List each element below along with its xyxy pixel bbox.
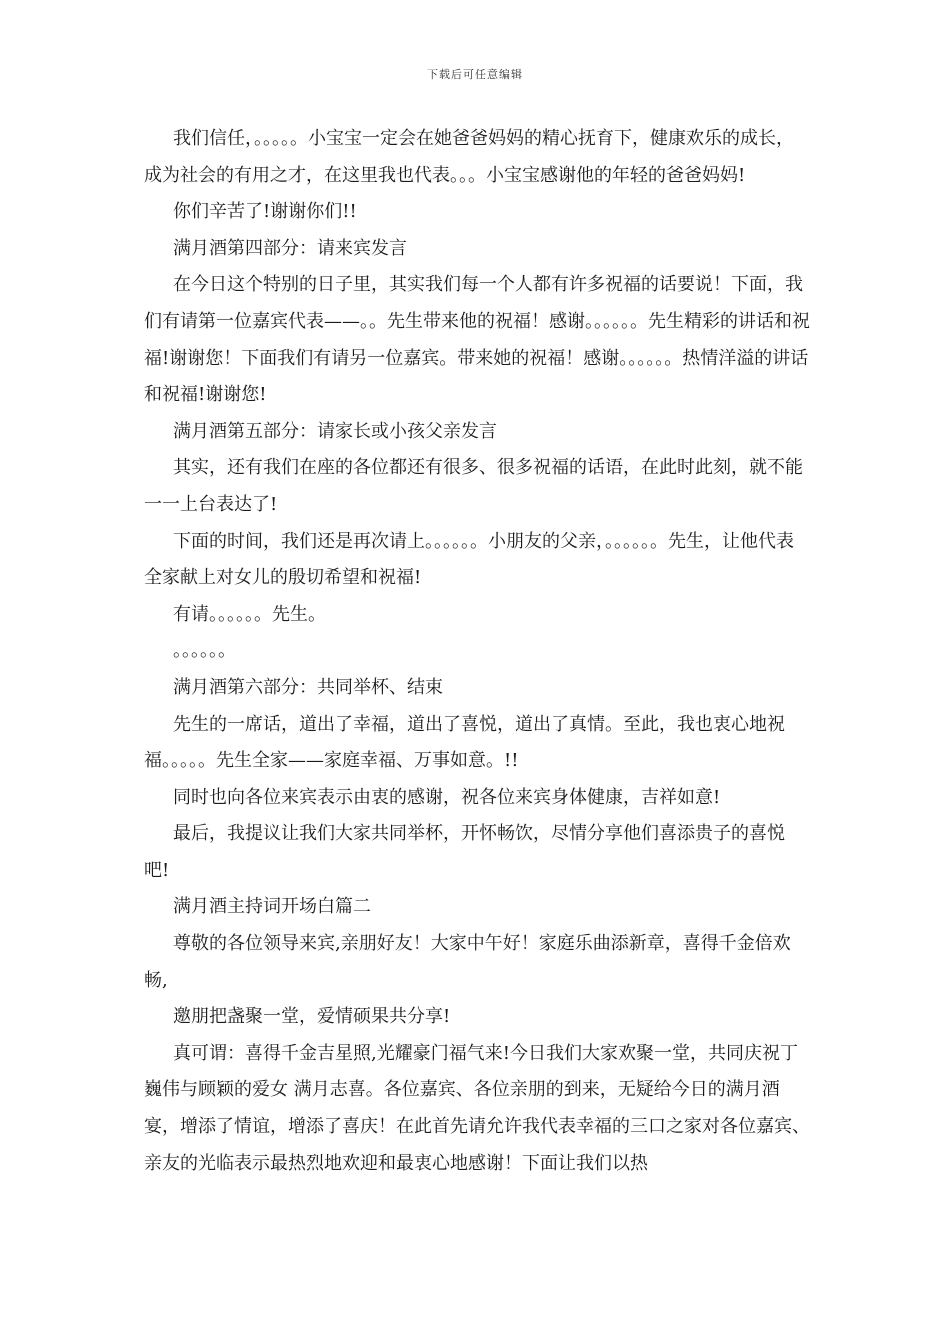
paragraph: 。。。。。。 xyxy=(173,640,236,662)
paragraph: 最后，我提议让我们大家共同举杯，开怀畅饮，尽情分享他们喜添贵子的喜悦吧! xyxy=(144,823,785,881)
paragraph: 下面的时间，我们还是再次请上。。。。。。小朋友的父亲，。。。。。。先生，让他代表全家献上对女儿的殷切希望和祝福! xyxy=(144,530,794,589)
paragraph: 其实，还有我们在座的各位都还有很多、很多祝福的话语，在此时此刻，就不能一一上台表达了! xyxy=(144,457,803,515)
paragraph: 尊敬的各位领导来宾,亲朋好友！大家中午好！家庭乐曲添新章，喜得千金倍欢畅, xyxy=(144,933,791,991)
document-body xyxy=(144,121,810,1182)
paragraph: 在今日这个特别的日子里，其实我们每一个人都有许多祝福的话要说！下面，我们有请第一位嘉宾代表——。。先生带来他的祝福！感谢。。。。。。先生精彩的讲话和祝福!谢谢您！下面我们有请另一位嘉宾。带来她的祝福！感谢。。。。。。热情洋溢的讲话和祝福!谢谢您! xyxy=(144,274,810,406)
paragraph: 同时也向各位来宾表示由衷的感谢，祝各位来宾身体健康，吉祥如意! xyxy=(173,786,721,808)
section-heading: 满月酒主持词开场白篇二 xyxy=(173,896,371,918)
paragraph: 有请。。。。。。先生。 xyxy=(173,603,326,625)
section-heading: 满月酒第六部分：共同举杯、结束 xyxy=(173,676,443,698)
paragraph: 我们信任，。。。。。小宝宝一定会在她爸爸妈妈的精心抚育下，健康欢乐的成长，成为社会的有用之才，在这里我也代表。。。小宝宝感谢他的年轻的爸爸妈妈! xyxy=(144,128,794,186)
page-header: 下载后可任意编辑 xyxy=(427,68,523,81)
section-heading: 满月酒第四部分：请来宾发言 xyxy=(173,237,407,259)
paragraph: 先生的一席话，道出了幸福，道出了喜悦，道出了真情。至此，我也衷心地祝福。。。。。先生全家——家庭幸福、万事如意。!! xyxy=(144,713,785,772)
section-heading: 满月酒第五部分：请家长或小孩父亲发言 xyxy=(173,420,497,442)
paragraph: 真可谓：喜得千金吉星照,光耀豪门福气来!今日我们大家欢聚一堂，共同庆祝丁巍伟与顾颖的爱女 满月志喜。各位嘉宾、各位亲朋的到来，无疑给今日的满月酒宴，增添了情谊，增添了喜庆！在此首先请允许我代表幸福的三口之家对各位嘉宾、亲友的光临表示最热烈地欢迎和最衷心地感谢！下面让我们以热 xyxy=(144,1042,810,1174)
paragraph: 你们辛苦了!谢谢你们!! xyxy=(173,201,357,223)
paragraph: 邀朋把盏聚一堂，爱情硕果共分享! xyxy=(173,1006,451,1028)
